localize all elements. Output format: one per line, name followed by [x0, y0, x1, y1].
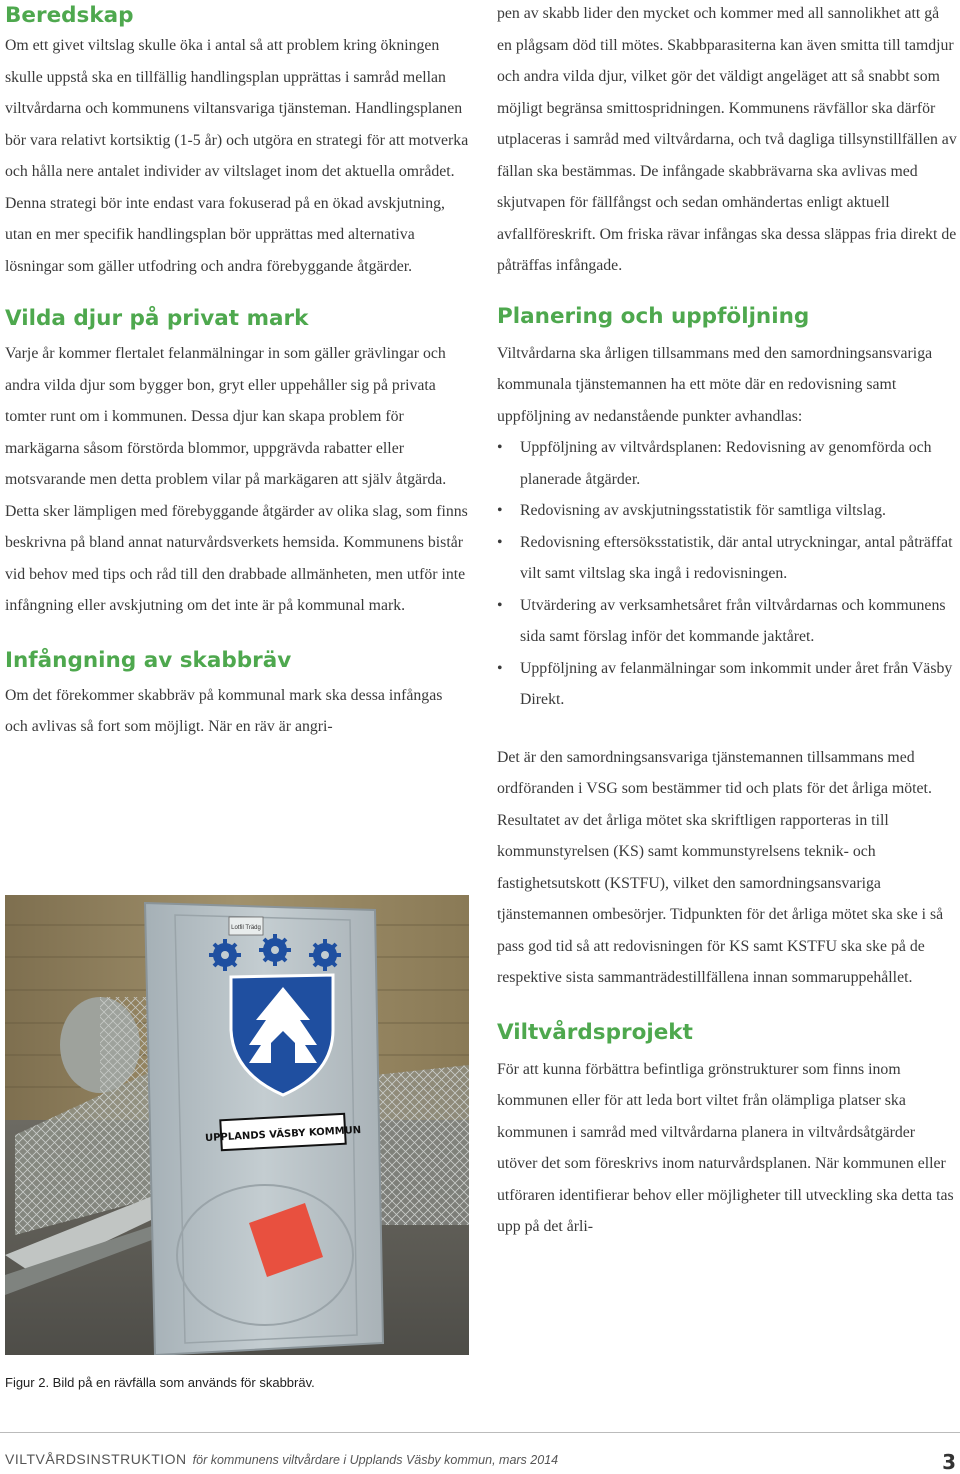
- list-item: • Redovisning eftersöksstatistik, där antal utryckningar, antal påträffat vilt samt viltslag ska ingå i redovisningen.: [497, 527, 957, 590]
- bullet-icon: •: [497, 533, 503, 551]
- footer-document-title: VILTVÅRDSINSTRUKTION: [5, 1451, 187, 1467]
- paragraph-planering-outro: Det är den samordningsansvariga tjänstemannen tillsammans med ordföranden i VSG som bestämmer tid och plats för det årliga mötet. Resultatet av det årliga mötet ska skriftligen rapporteras in till kommunstyrelsen (KS) samt kommunstyrelsens teknik- och fastighetsutskott (KSTFU), vilket den samordningsansvariga tjänstemannen ombesörjer. Tidpunkten för det årliga mötet ska ske i så pass god tid så att redovisningen för KS samt KSTFU ska ske på de respektive sista sammanträdestillfällena innan sommaruppehållet.: [497, 748, 944, 986]
- heading-planering: Planering och uppföljning: [497, 303, 810, 329]
- bullet-icon: •: [497, 596, 503, 614]
- left-column: [5, 0, 469, 743]
- page-number: 3: [942, 1450, 956, 1474]
- section-vilda-djur: [5, 304, 469, 622]
- paragraph-continued: pen av skabb lider den mycket och kommer med all sannolikhet att gå en plågsam död till mötes. Skabbparasiterna kan även smitta till tamdjur och andra vilda djur, vilket gör det väldigt angeläget att så snabbt som möjligt begränsa smittospridningen. Kommunens rävfällor ska därför utplaceras i samråd med viltvårdarna, och två dagliga tillsynstillfällen av fällan ska bestämmas. De infångade skabbrävarna ska avlivas med skjutvapen för fällfångst och sedan omhändertas enligt aktuell avfallföreskrift. Om friska rävar infångas ska dessa släppas fria direkt de påträffas infångade.: [497, 5, 957, 274]
- bullet-icon: •: [497, 439, 503, 456]
- small-sticker-label: Lotfil Trädg: [231, 925, 261, 931]
- planering-bullet-list: [497, 432, 957, 716]
- section-planering: [497, 302, 957, 994]
- footer-subtitle: för kommunens viltvårdare i Upplands Väsby kommun, mars 2014: [192, 1453, 559, 1467]
- bullet-icon: •: [497, 659, 503, 677]
- heading-viltvardsprojekt: Viltvårdsprojekt: [497, 1019, 693, 1045]
- bullet-icon: •: [497, 502, 503, 519]
- list-item: • Redovisning av avskjutningsstatistik för samtliga viltslag.: [497, 495, 957, 527]
- page-footer: [5, 1451, 558, 1467]
- paragraph-planering-intro: Viltvårdarna ska årligen tillsammans med den samordningsansvariga kommunala tjänstemannen ha ett möte där en redovisning samt uppföljning av nedanstående punkter avhandlas:: [497, 344, 933, 425]
- right-column: [497, 0, 957, 1243]
- footer-divider: [0, 1432, 960, 1433]
- paragraph-vilda-djur: Varje år kommer flertalet felanmälningar in som gäller grävlingar och andra vilda djur som bygger bon, gryt eller uppehåller sig på privata tomter runt om i kommunen. Dessa djur kan skapa problem för markägarna såsom förstörda blommor, uppgrävda rabatter eller motsvarande men detta problem vilar på markägaren att själv åtgärda. Detta sker lämpligen med förebyggande åtgärder av olika slag, som finns beskrivna på bland annat naturvårdsverkets hemsida. Kommunens bistår vid behov med tips och råd till den drabbade allmänheten, men utför inte infångning eller avskjutning om det inte är på kommunal mark.: [5, 345, 468, 614]
- fox-trap-illustration: [5, 895, 469, 1355]
- fox-trap-photo: [5, 895, 469, 1355]
- section-infangning: [5, 646, 469, 743]
- paragraph-infangning: Om det förekommer skabbräv på kommunal mark ska dessa infångas och avlivas så fort som möjligt. När en räv är angri-: [5, 686, 443, 735]
- list-item: • Utvärdering av verksamhetsåret från viltvårdarnas och kommunens sida samt förslag inför det kommande jaktåret.: [497, 590, 957, 653]
- figure-caption: Figur 2. Bild på en rävfälla som används för skabbräv.: [5, 1375, 315, 1390]
- heading-vilda-djur: Vilda djur på privat mark: [5, 306, 309, 331]
- municipality-sign-text: UPPLANDS VÄSBY KOMMUN: [204, 1124, 362, 1145]
- list-item: • Uppföljning av felanmälningar som inkommit under året från Väsby Direkt.: [497, 653, 957, 716]
- paragraph-viltvardsprojekt: För att kunna förbättra befintliga grönstrukturer som finns inom kommunen eller för att leda bort viltet från olämpliga platser ska kommunen i samråd med viltvårdarna planera in viltvårdsåtgärder utöver det som föreskrivs inom naturvårdsplanen. När kommunen eller utföraren identifierar behov eller möjligheter till utveckling ska detta tas upp på det årli-: [497, 1060, 954, 1235]
- section-viltvardsprojekt: [497, 1018, 957, 1243]
- section-beredskap: [5, 1, 469, 282]
- heading-beredskap: Beredskap: [5, 3, 134, 28]
- paragraph-beredskap: Om ett givet viltslag skulle öka i antal så att problem kring ökningen skulle uppstå ska en tillfällig handlingsplan upprättas i samråd mellan viltvårdarna och kommunens viltansvariga tjänsteman. Handlingsplanen bör vara relativt kortsiktig (1-5 år) och utgöra en strategi för att motverka och hålla nere antalet individer av viltslaget inom det aktuella området. Denna strategi bör inte endast vara fokuserad på en ökad avskjutning, utan en mer specifik handlingsplan bör upprättas med alternativa lösningar som gäller utfodring och andra förebyggande åtgärder.: [5, 37, 469, 275]
- list-item: • Uppföljning av viltvårdsplanen: Redovisning av genomförda och planerade åtgärder.: [497, 432, 957, 495]
- heading-infangning: Infångning av skabbräv: [5, 647, 292, 673]
